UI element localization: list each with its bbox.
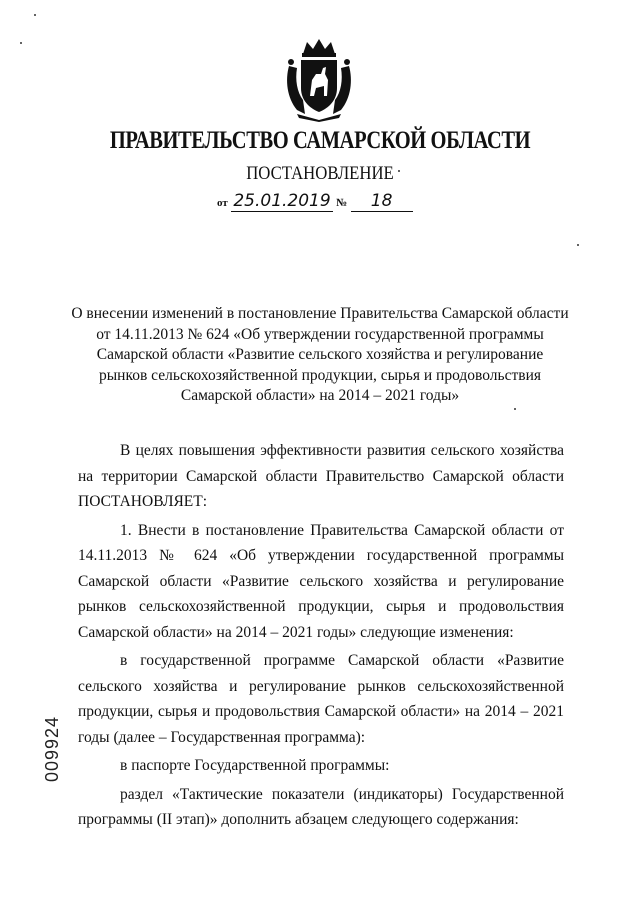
date-label: от	[217, 197, 228, 209]
paragraph-program-changes: в государственной программе Самарской области «Развитие сельского хозяйства и регулирование рынков сельскохозяйственной продукции, сырья и продовольствия Самарской области» на 2014 – 2021 годы (далее – Государственная программа):	[78, 652, 564, 746]
document-subject	[40, 304, 600, 407]
scan-speck	[577, 244, 579, 246]
handwritten-date: 25.01.2019	[231, 191, 333, 212]
subject-line: от 14.11.2013 № 624 «Об утверждении государственной программы	[96, 325, 544, 343]
paragraph-clause-1: 1. Внести в постановление Правительства Самарской области от 14.11.2013 № 624 «Об утверждении государственной программы Самарской области «Развитие сельского хозяйства и регулирование рынков сельскохозяйственной продукции, сырья и продовольствия Самарской области» на 2014 – 2021 годы» следующие изменения:	[78, 521, 564, 641]
document-type: ПОСТАНОВЛЕНИЕ	[246, 163, 394, 184]
scan-speck	[514, 408, 516, 410]
subject-line: Самарской области» на 2014 – 2021 годы»	[180, 387, 460, 404]
serial-number: 009924	[42, 715, 62, 782]
document-body	[78, 438, 564, 833]
date-number-line	[217, 191, 413, 212]
government-title: ПРАВИТЕЛЬСТВО САМАРСКОЙ ОБЛАСТИ	[109, 127, 531, 154]
subject-line: рынков сельскохозяйственной продукции, сырья и продовольствия	[99, 366, 541, 384]
scan-speck	[20, 42, 22, 44]
scan-speck	[398, 170, 400, 172]
subject-line: Самарской области «Развитие сельского хозяйства и регулирование	[96, 346, 544, 363]
paragraph-preamble: В целях повышения эффективности развития сельского хозяйства на территории Самарской области Правительство Самарской области ПОСТАНОВЛЯЕТ:	[78, 442, 564, 510]
number-label: №	[336, 197, 348, 209]
scan-speck	[34, 14, 36, 16]
subject-line: О внесении изменений в постановление Правительства Самарской области	[71, 305, 569, 322]
paragraph-passport: в паспорте Государственной программы:	[120, 757, 390, 774]
paragraph-indicators: раздел «Тактические показатели (индикаторы) Государственной программы (II этап)» дополнить абзацем следующего содержания:	[78, 785, 564, 828]
handwritten-number: 18	[351, 191, 413, 212]
coat-of-arms-icon	[283, 36, 355, 122]
